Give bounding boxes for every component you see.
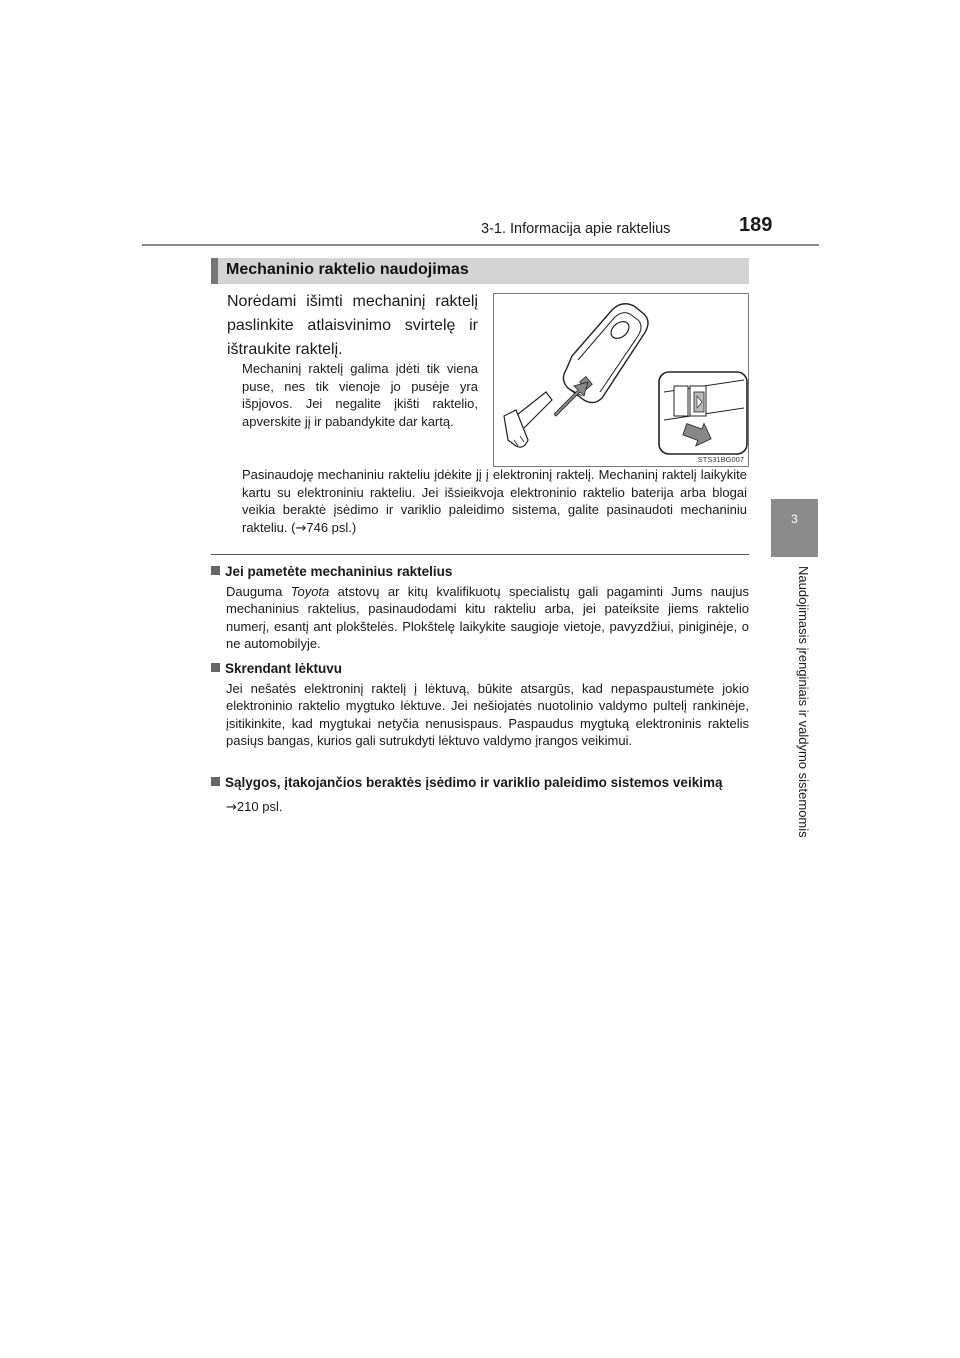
- bullet-square-icon: [211, 566, 220, 575]
- subsection-lost-keys: [211, 563, 749, 653]
- usage-note-ref[interactable]: 746 psl.): [306, 519, 357, 535]
- subsection-body: Jei nešatės elektroninį raktelį į lėktuvą, būkite atsargūs, kad nepaspaustumėte jokio elektroninio raktelio mygtuko lėktuve. Jei nešiojatės nuotolinio valdymo pultelį rankinėje, įsitikinkite, kad mygtukai netyčia nenusispaus. Paspaudus mygtuką elektroninis raktelis pasiųs bangas, kurios gali sutrukdyti lėktuvo valdymo įrangos veikimui.: [226, 680, 749, 748]
- body-text: Dauguma: [226, 583, 291, 599]
- insertion-note: Mechaninį raktelį galima įdėti tik viena puse, nes tik vienoje jo pusėje yra išpjovos. Jei negalite įkišti raktelio, apverskite jį ir pabandykite dar kartą.: [242, 361, 478, 429]
- subsection-heading-text: Jei pametėte mechaninius raktelius: [225, 564, 453, 579]
- subsection-heading: [211, 660, 749, 678]
- arrow-right-icon: →: [226, 799, 237, 815]
- section-title: Mechaninio raktelio naudojimas: [226, 261, 469, 278]
- section-heading-bar: [211, 258, 749, 284]
- section-divider: [211, 554, 749, 555]
- subsection-heading-text: Skrendant lėktuvu: [225, 661, 343, 676]
- usage-note-text: Pasinaudoję mechaniniu rakteliu įdėkite jį į elektroninį raktelį. Mechaninį raktelį laikykite kartu su elektroniniu rakteliu. Jei išsieikvoja elektroninio raktelio baterija arba blogai veikia beraktė įsėdimo ir variklio paleidimo sistema, galite pasinaudoti mechaniniu rakteliu. (: [242, 467, 747, 535]
- brand-name: Toyota: [290, 583, 330, 599]
- subsection-heading: [211, 563, 749, 581]
- chapter-tab: [771, 499, 818, 557]
- section-heading-accent: [211, 258, 218, 284]
- subsection-conditions: [211, 774, 749, 816]
- key-figure: [493, 293, 749, 467]
- page-reference-link[interactable]: 210 psl.: [236, 798, 283, 814]
- electronic-key-illustration: [494, 294, 750, 468]
- intro-paragraph: Norėdami išimti mechaninį raktelį paslinkite atlaisvinimo svirtelę ir ištraukite raktelį.: [227, 293, 478, 358]
- figure-code: STS31BG007: [697, 455, 744, 464]
- subsection-airplane: [211, 660, 749, 750]
- header-divider: [142, 244, 819, 246]
- subsection-heading-text: Sąlygos, įtakojančios beraktės įsėdimo ir variklio paleidimo sistemos veikimą: [225, 775, 723, 790]
- bullet-square-icon: [211, 777, 220, 786]
- arrow-right-icon: →: [295, 520, 307, 536]
- page-number: 189: [739, 214, 773, 236]
- usage-note: [242, 466, 747, 537]
- chapter-side-title-text: Naudojimasis įrenginiais ir valdymo sistemomis: [796, 566, 811, 838]
- chapter-number: 3: [791, 512, 798, 526]
- header-section-title: 3-1. Informacija apie raktelius: [481, 221, 671, 237]
- subsection-body: [226, 798, 749, 817]
- chapter-side-title: [797, 566, 811, 876]
- subsection-heading: [211, 774, 749, 792]
- body-text: atstovų ar kitų kvalifikuotų specialistų gali pagaminti Jums naujus mechaninius raktelius, pasinaudodami kitu rakteliu arba, jei pateiksite jiems raktelio numerį, esantį ant plokštelės. Plokštelę laikykite saugioje vietoje, pavyzdžiui, piniginėje, o ne automobilyje.: [226, 583, 750, 651]
- subsection-body: [226, 583, 749, 653]
- bullet-square-icon: [211, 663, 220, 672]
